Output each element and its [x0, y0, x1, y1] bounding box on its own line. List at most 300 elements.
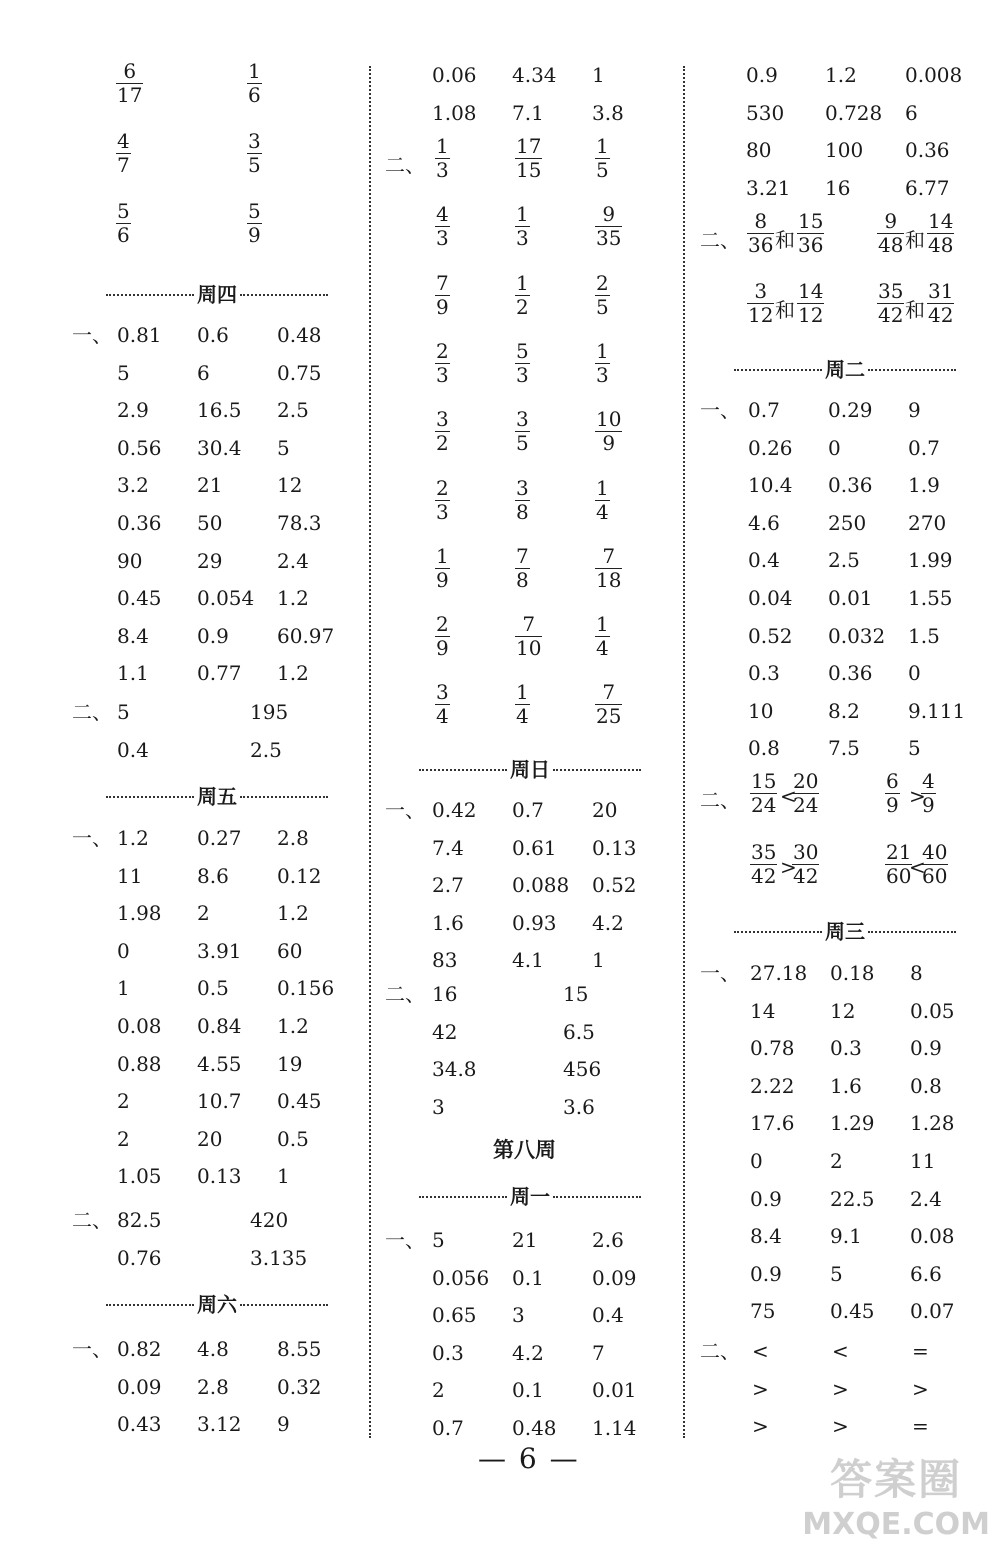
- numerator: 31: [928, 279, 954, 303]
- answer-value: 0.7: [908, 435, 940, 460]
- numerator: 5: [516, 338, 529, 363]
- denominator: 5: [248, 153, 261, 177]
- answer-value: 0.1: [512, 1378, 544, 1403]
- fraction: [750, 770, 777, 817]
- fraction: [595, 545, 622, 592]
- denominator: 42: [793, 864, 819, 888]
- denominator: 35: [596, 226, 622, 251]
- answer-value: 83: [432, 948, 458, 973]
- day-title: 周五: [197, 784, 237, 809]
- fraction: [595, 408, 622, 455]
- numerator: 7: [602, 543, 616, 568]
- answer-value: 0.4: [748, 548, 780, 573]
- answer-value: 8.6: [197, 863, 229, 888]
- week-day-header: [385, 1180, 675, 1210]
- denominator: 4: [436, 704, 449, 729]
- answer-value: 78.3: [277, 511, 322, 535]
- denominator: 48: [928, 233, 954, 257]
- section-label: 二、: [700, 788, 740, 812]
- answer-value: 8: [910, 961, 923, 985]
- denominator: 36: [748, 233, 774, 257]
- comparison-sign: <: [780, 784, 797, 808]
- answer-value: 2.7: [432, 873, 464, 898]
- numerator: 2: [596, 270, 609, 295]
- answer-value: 5: [830, 1261, 843, 1286]
- answer-value: 0.78: [750, 1036, 795, 1061]
- denominator: 42: [751, 864, 777, 888]
- dotted-leader: [868, 369, 956, 371]
- answer-value: 0.81: [117, 323, 162, 347]
- numerator: 1: [596, 134, 609, 158]
- numerator: 3: [754, 279, 768, 303]
- dotted-leader: [419, 769, 507, 771]
- answer-value: 11: [117, 863, 143, 888]
- numerator: 4: [117, 129, 130, 153]
- fraction: [747, 210, 774, 257]
- answer-value: 0.27: [197, 826, 242, 850]
- answer-value: 0.5: [277, 1126, 309, 1151]
- answer-value: 0.3: [748, 661, 780, 686]
- answer-value: 0.8: [748, 736, 780, 761]
- section-label: 一、: [700, 398, 740, 422]
- denominator: 4: [596, 499, 609, 524]
- fraction: [116, 130, 131, 177]
- answer-value: 0.56: [117, 435, 162, 460]
- denominator: 4: [516, 704, 529, 729]
- numerator: 9: [602, 202, 616, 227]
- numerator: 20: [793, 769, 819, 793]
- answer-value: 1.29: [830, 1111, 875, 1136]
- column-left: [72, 0, 362, 1550]
- denominator: 42: [878, 303, 904, 327]
- dotted-leader: [240, 294, 328, 296]
- section-label: 一、: [385, 798, 425, 822]
- numerator: 1: [596, 612, 609, 637]
- answer-value: 7: [592, 1340, 605, 1365]
- answer-value: 1.1: [117, 661, 149, 686]
- denominator: 24: [751, 793, 777, 817]
- section-label: 二、: [72, 1208, 112, 1232]
- answer-value: 5: [432, 1228, 445, 1252]
- answer-value: 0.93: [512, 910, 557, 935]
- answer-value: 16: [432, 982, 458, 1006]
- dotted-leader: [553, 769, 641, 771]
- answer-value: 4.2: [512, 1340, 544, 1365]
- section-label: 二、: [385, 982, 425, 1006]
- answer-value: 0.65: [432, 1303, 477, 1328]
- answer-value: 5: [117, 700, 130, 724]
- numerator: 14: [928, 209, 954, 233]
- answer-value: 2.6: [592, 1228, 624, 1252]
- denominator: 3: [516, 362, 529, 387]
- fraction: [247, 130, 262, 177]
- answer-value: 3.21: [746, 175, 791, 200]
- answer-value: 0.08: [910, 1224, 955, 1249]
- answer-value: 16.5: [197, 398, 242, 423]
- denominator: 60: [886, 864, 912, 888]
- fraction: [435, 408, 450, 455]
- numerator: 3: [516, 475, 529, 500]
- denominator: 36: [798, 233, 824, 257]
- answer-value: 0.45: [117, 586, 162, 611]
- fraction: [116, 60, 143, 107]
- denominator: 9: [248, 223, 261, 247]
- denominator: 3: [436, 226, 449, 251]
- watermark-text: 答案圈: [830, 1455, 963, 1504]
- answer-value: 0.7: [512, 798, 544, 822]
- answer-value: 21: [197, 473, 223, 498]
- dotted-leader: [240, 796, 328, 798]
- answer-value: 3: [432, 1094, 445, 1119]
- answer-value: 0.9: [750, 1186, 782, 1211]
- denominator: 42: [928, 303, 954, 327]
- answer-value: 1.6: [830, 1073, 862, 1098]
- answer-value: 1.5: [908, 623, 940, 648]
- fraction: [435, 340, 450, 387]
- answer-value: 1.99: [908, 548, 953, 573]
- numerator: 7: [602, 680, 616, 705]
- answer-value: 0.61: [512, 835, 557, 860]
- fraction: [435, 135, 450, 182]
- answer-value: 29: [197, 548, 223, 573]
- week-title: 第八周: [493, 1138, 556, 1162]
- numerator: 8: [754, 209, 768, 233]
- numerator: 2: [436, 338, 449, 363]
- numerator: 15: [751, 769, 777, 793]
- answer-value: 10: [748, 698, 774, 723]
- answer-value: 0.12: [277, 863, 322, 888]
- answer-value: 7.4: [432, 835, 464, 860]
- answer-value: 0.42: [432, 798, 477, 822]
- section-label: 二、: [385, 153, 425, 177]
- fraction: [515, 545, 530, 592]
- answer-value: 420: [250, 1208, 289, 1232]
- numerator: 3: [516, 407, 529, 432]
- answer-value: 0.32: [277, 1374, 322, 1399]
- fraction: [595, 135, 610, 182]
- answer-value: 1.05: [117, 1164, 162, 1189]
- dotted-leader: [553, 1196, 641, 1198]
- answer-value: 75: [750, 1299, 776, 1324]
- answer-value: 2: [117, 1126, 130, 1151]
- answer-value: 42: [432, 1019, 458, 1044]
- answer-value: 0.36: [905, 138, 950, 163]
- numerator: 2: [436, 475, 449, 500]
- numerator: 14: [798, 279, 824, 303]
- fraction: [747, 280, 774, 327]
- fraction: [797, 280, 824, 327]
- answer-value: 2.5: [250, 737, 282, 762]
- answer-value: 0.7: [748, 398, 780, 422]
- denominator: 12: [748, 303, 774, 327]
- answer-value: 0.52: [748, 623, 793, 648]
- answer-value: 90: [117, 548, 143, 573]
- answer-value: 0.04: [748, 586, 793, 610]
- answer-value: 3.135: [250, 1245, 308, 1270]
- answer-value: 1.6: [432, 910, 464, 935]
- answer-value: 20: [197, 1126, 223, 1151]
- numerator: 6: [123, 59, 137, 83]
- answer-value: =: [912, 1414, 929, 1439]
- answer-value: 0.5: [197, 976, 229, 1001]
- numerator: 1: [516, 680, 529, 705]
- numerator: 17: [516, 134, 542, 158]
- denominator: 9: [886, 793, 899, 817]
- answer-value: 0.45: [277, 1089, 322, 1114]
- answer-value: 82.5: [117, 1208, 162, 1232]
- denominator: 6: [248, 83, 261, 107]
- numerator: 3: [436, 680, 449, 705]
- fraction: [595, 203, 622, 250]
- answer-value: 15: [563, 982, 589, 1006]
- fraction: [595, 340, 610, 387]
- answer-value: 4.2: [592, 910, 624, 935]
- answer-value: 12: [277, 473, 303, 498]
- answer-value: 1.28: [910, 1111, 955, 1136]
- week-day-header: [72, 1288, 362, 1318]
- numerator: 10: [596, 407, 622, 432]
- answer-value: 0.26: [748, 435, 793, 460]
- answer-value: 6.5: [563, 1019, 595, 1044]
- denominator: 9: [436, 294, 449, 319]
- day-title: 周三: [825, 919, 865, 944]
- answer-value: 0.45: [830, 1299, 875, 1324]
- week-day-header: [72, 780, 362, 810]
- numerator: 35: [751, 840, 777, 864]
- answer-value: 0.4: [117, 737, 149, 762]
- answer-value: 60.97: [277, 623, 335, 648]
- fraction: [515, 613, 542, 660]
- numerator: 1: [248, 59, 261, 83]
- column-middle: [385, 0, 665, 1550]
- answer-value: 6: [197, 360, 210, 385]
- numerator: 1: [436, 543, 449, 568]
- numerator: 15: [798, 209, 824, 233]
- fraction: [247, 60, 262, 107]
- dotted-leader: [240, 1304, 328, 1306]
- fraction: [435, 477, 450, 524]
- answer-value: 195: [250, 700, 289, 724]
- comparison-sign: >: [909, 784, 926, 808]
- answer-value: 2: [830, 1149, 843, 1173]
- answer-value: <: [752, 1339, 769, 1363]
- answer-value: 5: [277, 435, 290, 460]
- answer-value: 3.6: [563, 1094, 595, 1119]
- answer-value: 2.5: [277, 398, 309, 423]
- answer-value: 1.2: [117, 826, 149, 850]
- answer-value: 4.6: [748, 510, 780, 535]
- comparison-sign: <: [909, 855, 926, 879]
- fraction: [515, 135, 542, 182]
- numerator: 3: [436, 407, 449, 432]
- answer-value: 0.48: [277, 323, 322, 347]
- numerator: 1: [596, 475, 609, 500]
- answer-value: 0.36: [828, 661, 873, 686]
- section-label: 二、: [72, 700, 112, 724]
- answer-value: 12: [830, 998, 856, 1023]
- answer-value: 0.82: [117, 1337, 162, 1361]
- denominator: 17: [117, 83, 143, 107]
- day-title: 周一: [510, 1184, 550, 1209]
- answer-value: 2: [197, 901, 210, 926]
- answer-value: 1.08: [432, 100, 477, 125]
- answer-value: 0.52: [592, 873, 637, 898]
- page-number: — 6 —: [478, 1442, 580, 1475]
- answer-value: >: [752, 1376, 769, 1401]
- fraction: [921, 770, 936, 817]
- answer-value: 2.8: [197, 1374, 229, 1399]
- answer-value: 1: [117, 976, 130, 1001]
- answer-value: 8.4: [117, 623, 149, 648]
- answer-value: 2.4: [277, 548, 309, 573]
- answer-value: 3.91: [197, 938, 242, 963]
- fraction: [515, 681, 530, 728]
- answer-value: 1.2: [277, 1014, 309, 1038]
- week-day-header: [385, 753, 675, 783]
- conjunction: 和: [775, 298, 795, 322]
- answer-value: 80: [746, 138, 772, 163]
- section-label: 一、: [700, 961, 740, 985]
- numerator: 1: [436, 134, 449, 158]
- denominator: 12: [798, 303, 824, 327]
- numerator: 7: [516, 543, 529, 568]
- section-label: 一、: [72, 1337, 112, 1361]
- denominator: 5: [596, 158, 609, 182]
- denominator: 9: [922, 793, 935, 817]
- answer-value: 0.07: [910, 1299, 955, 1324]
- answer-value: 0.008: [905, 63, 963, 87]
- denominator: 24: [793, 793, 819, 817]
- answer-value: 0.75: [277, 360, 322, 385]
- answer-value: 27.18: [750, 961, 808, 985]
- numerator: 40: [922, 840, 948, 864]
- answer-value: 3.8: [592, 100, 624, 125]
- answer-value: 0.3: [830, 1036, 862, 1061]
- fraction: [515, 272, 530, 319]
- day-title: 周六: [197, 1292, 237, 1317]
- answer-value: 0.08: [117, 1014, 162, 1038]
- answer-value: 0.9: [910, 1036, 942, 1061]
- answer-value: 3: [512, 1303, 525, 1328]
- section-label: 一、: [72, 826, 112, 850]
- answer-value: 1.55: [908, 586, 953, 610]
- answer-value: 1.2: [277, 661, 309, 686]
- answer-value: 250: [828, 510, 867, 535]
- fraction: [750, 841, 777, 888]
- answer-value: 0.1: [512, 1265, 544, 1290]
- answer-value: 0: [750, 1149, 763, 1173]
- denominator: 60: [922, 864, 948, 888]
- answer-value: 22.5: [830, 1186, 875, 1211]
- numerator: 9: [884, 209, 898, 233]
- answer-value: 0.18: [830, 961, 875, 985]
- answer-value: 0.01: [828, 586, 873, 610]
- answer-value: 2.8: [277, 826, 309, 850]
- answer-value: 0.01: [592, 1378, 637, 1403]
- fraction: [595, 272, 610, 319]
- answer-value: 7.5: [828, 736, 860, 761]
- week-day-header: [72, 278, 362, 308]
- denominator: 25: [596, 704, 622, 729]
- answer-value: >: [832, 1376, 849, 1401]
- dotted-leader: [106, 294, 194, 296]
- denominator: 3: [516, 226, 529, 251]
- fraction: [877, 280, 904, 327]
- denominator: 2: [516, 294, 529, 319]
- answer-value: 2.5: [828, 548, 860, 573]
- column-divider: [369, 66, 371, 1438]
- numerator: 1: [516, 202, 529, 227]
- answer-value: 60: [277, 938, 303, 963]
- numerator: 5: [248, 199, 261, 223]
- fraction: [595, 613, 610, 660]
- answer-value: 530: [746, 100, 785, 125]
- fraction: [797, 210, 824, 257]
- denominator: 3: [596, 362, 609, 387]
- answer-value: 7.1: [512, 100, 544, 125]
- numerator: 30: [793, 840, 819, 864]
- numerator: 3: [248, 129, 261, 153]
- answer-value: 1.2: [277, 586, 309, 611]
- section-label: 一、: [72, 323, 112, 347]
- denominator: 2: [436, 431, 449, 456]
- answer-value: 0.88: [117, 1051, 162, 1076]
- answer-value: 0.84: [197, 1014, 242, 1038]
- conjunction: 和: [775, 228, 795, 252]
- fraction: [247, 200, 262, 247]
- answer-value: 8.55: [277, 1337, 322, 1361]
- answer-value: 0: [908, 661, 921, 686]
- answer-value: 0.032: [828, 623, 886, 648]
- day-title: 周日: [510, 757, 550, 782]
- column-divider: [683, 66, 685, 1438]
- dotted-leader: [419, 1196, 507, 1198]
- answer-value: 9.111: [908, 698, 966, 723]
- watermark-logo: [802, 1447, 990, 1542]
- fraction: [927, 280, 954, 327]
- answer-value: 0: [828, 435, 841, 460]
- fraction: [921, 841, 948, 888]
- denominator: 7: [117, 153, 130, 177]
- fraction: [515, 340, 530, 387]
- answer-value: 10.4: [748, 473, 793, 498]
- answer-value: 0.728: [825, 100, 883, 125]
- answer-value: 1.9: [908, 473, 940, 498]
- answer-value: 5: [117, 360, 130, 385]
- denominator: 18: [596, 567, 622, 592]
- answer-value: 0.9: [746, 63, 778, 87]
- answer-value: 4.55: [197, 1051, 242, 1076]
- answer-value: 30.4: [197, 435, 242, 460]
- answer-value: 0.09: [117, 1374, 162, 1399]
- answer-value: 0.05: [910, 998, 955, 1023]
- fraction: [595, 681, 622, 728]
- fraction: [435, 272, 450, 319]
- week-day-header: [700, 915, 990, 945]
- dotted-leader: [106, 1304, 194, 1306]
- dotted-leader: [106, 796, 194, 798]
- day-title: 周四: [197, 282, 237, 307]
- numerator: 35: [878, 279, 904, 303]
- answer-value: 456: [563, 1057, 602, 1082]
- answer-value: 1.2: [277, 901, 309, 926]
- numerator: 7: [436, 270, 449, 295]
- answer-value: 9: [908, 398, 921, 422]
- answer-value: 19: [277, 1051, 303, 1076]
- section-label: 二、: [700, 228, 740, 252]
- denominator: 10: [516, 636, 542, 661]
- answer-value: 0.8: [910, 1073, 942, 1098]
